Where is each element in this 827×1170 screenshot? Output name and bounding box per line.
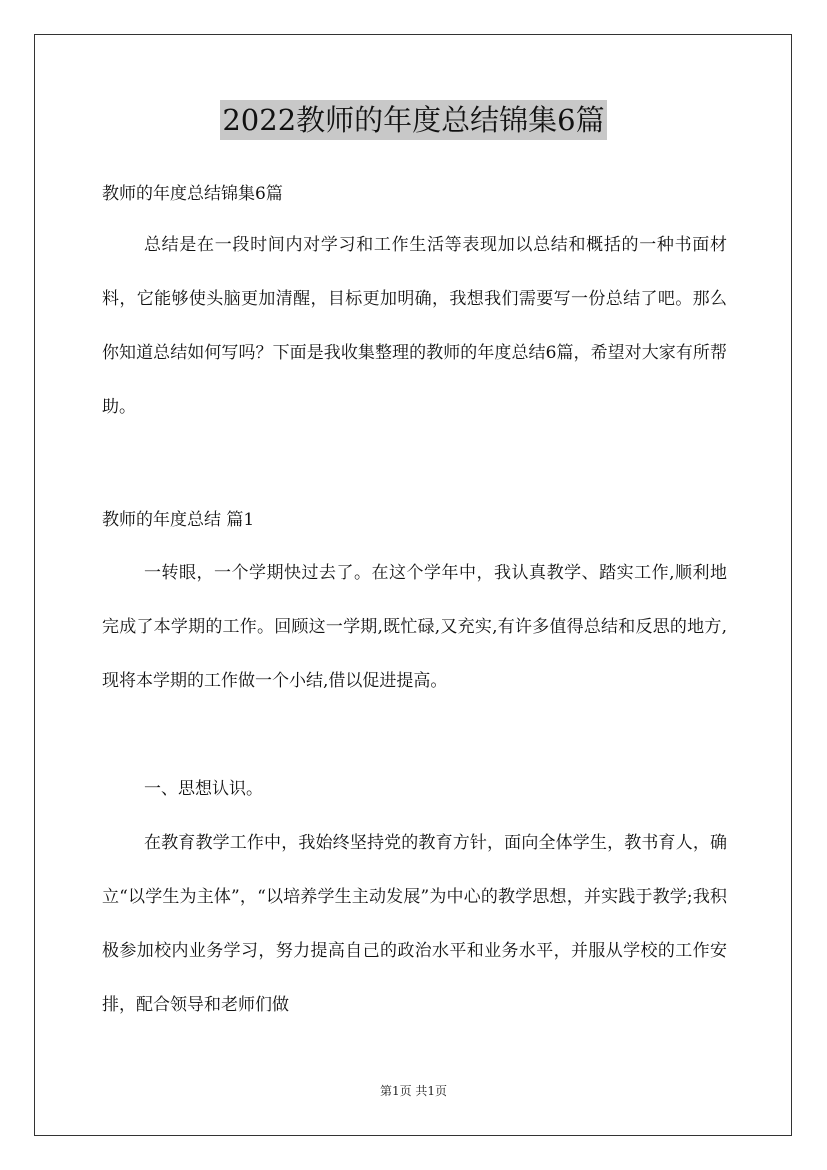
- body-paragraph: 在教育教学工作中，我始终坚持党的教育方针，面向全体学生，教书育人，确立“以学生为主体”，“以培养学生主动发展”为中心的教学思想，并实践于教学;我积极参加校内业务学习，努力提高自己的政治水平和业务水平，并服从学校的工作安排，配合领导和老师们做: [102, 833, 727, 1015]
- section-heading: 教师的年度总结 篇1: [102, 510, 255, 530]
- title-container: [0, 100, 827, 140]
- subsection-heading: 一、思想认识。: [144, 779, 263, 799]
- intro-paragraph: 总结是在一段时间内对学习和工作生活等表现加以总结和概括的一种书面材料，它能够使头脑更加清醒，目标更加明确，我想我们需要写一份总结了吧。那么你知道总结如何写吗？下面是我收集整理的教师的年度总结6篇，希望对大家有所帮助。: [102, 235, 727, 417]
- document-title: 2022教师的年度总结锦集6篇: [220, 100, 606, 140]
- page-footer: 第1页 共1页: [379, 1084, 448, 1098]
- body-paragraph: 一转眼，一个学期快过去了。在这个学年中，我认真教学、踏实工作,顺利地完成了本学期的工作。回顾这一学期,既忙碌,又充实,有许多值得总结和反思的地方,现将本学期的工作做一个小结,借以促进提高。: [102, 563, 727, 691]
- document-subtitle: 教师的年度总结锦集6篇: [102, 184, 283, 204]
